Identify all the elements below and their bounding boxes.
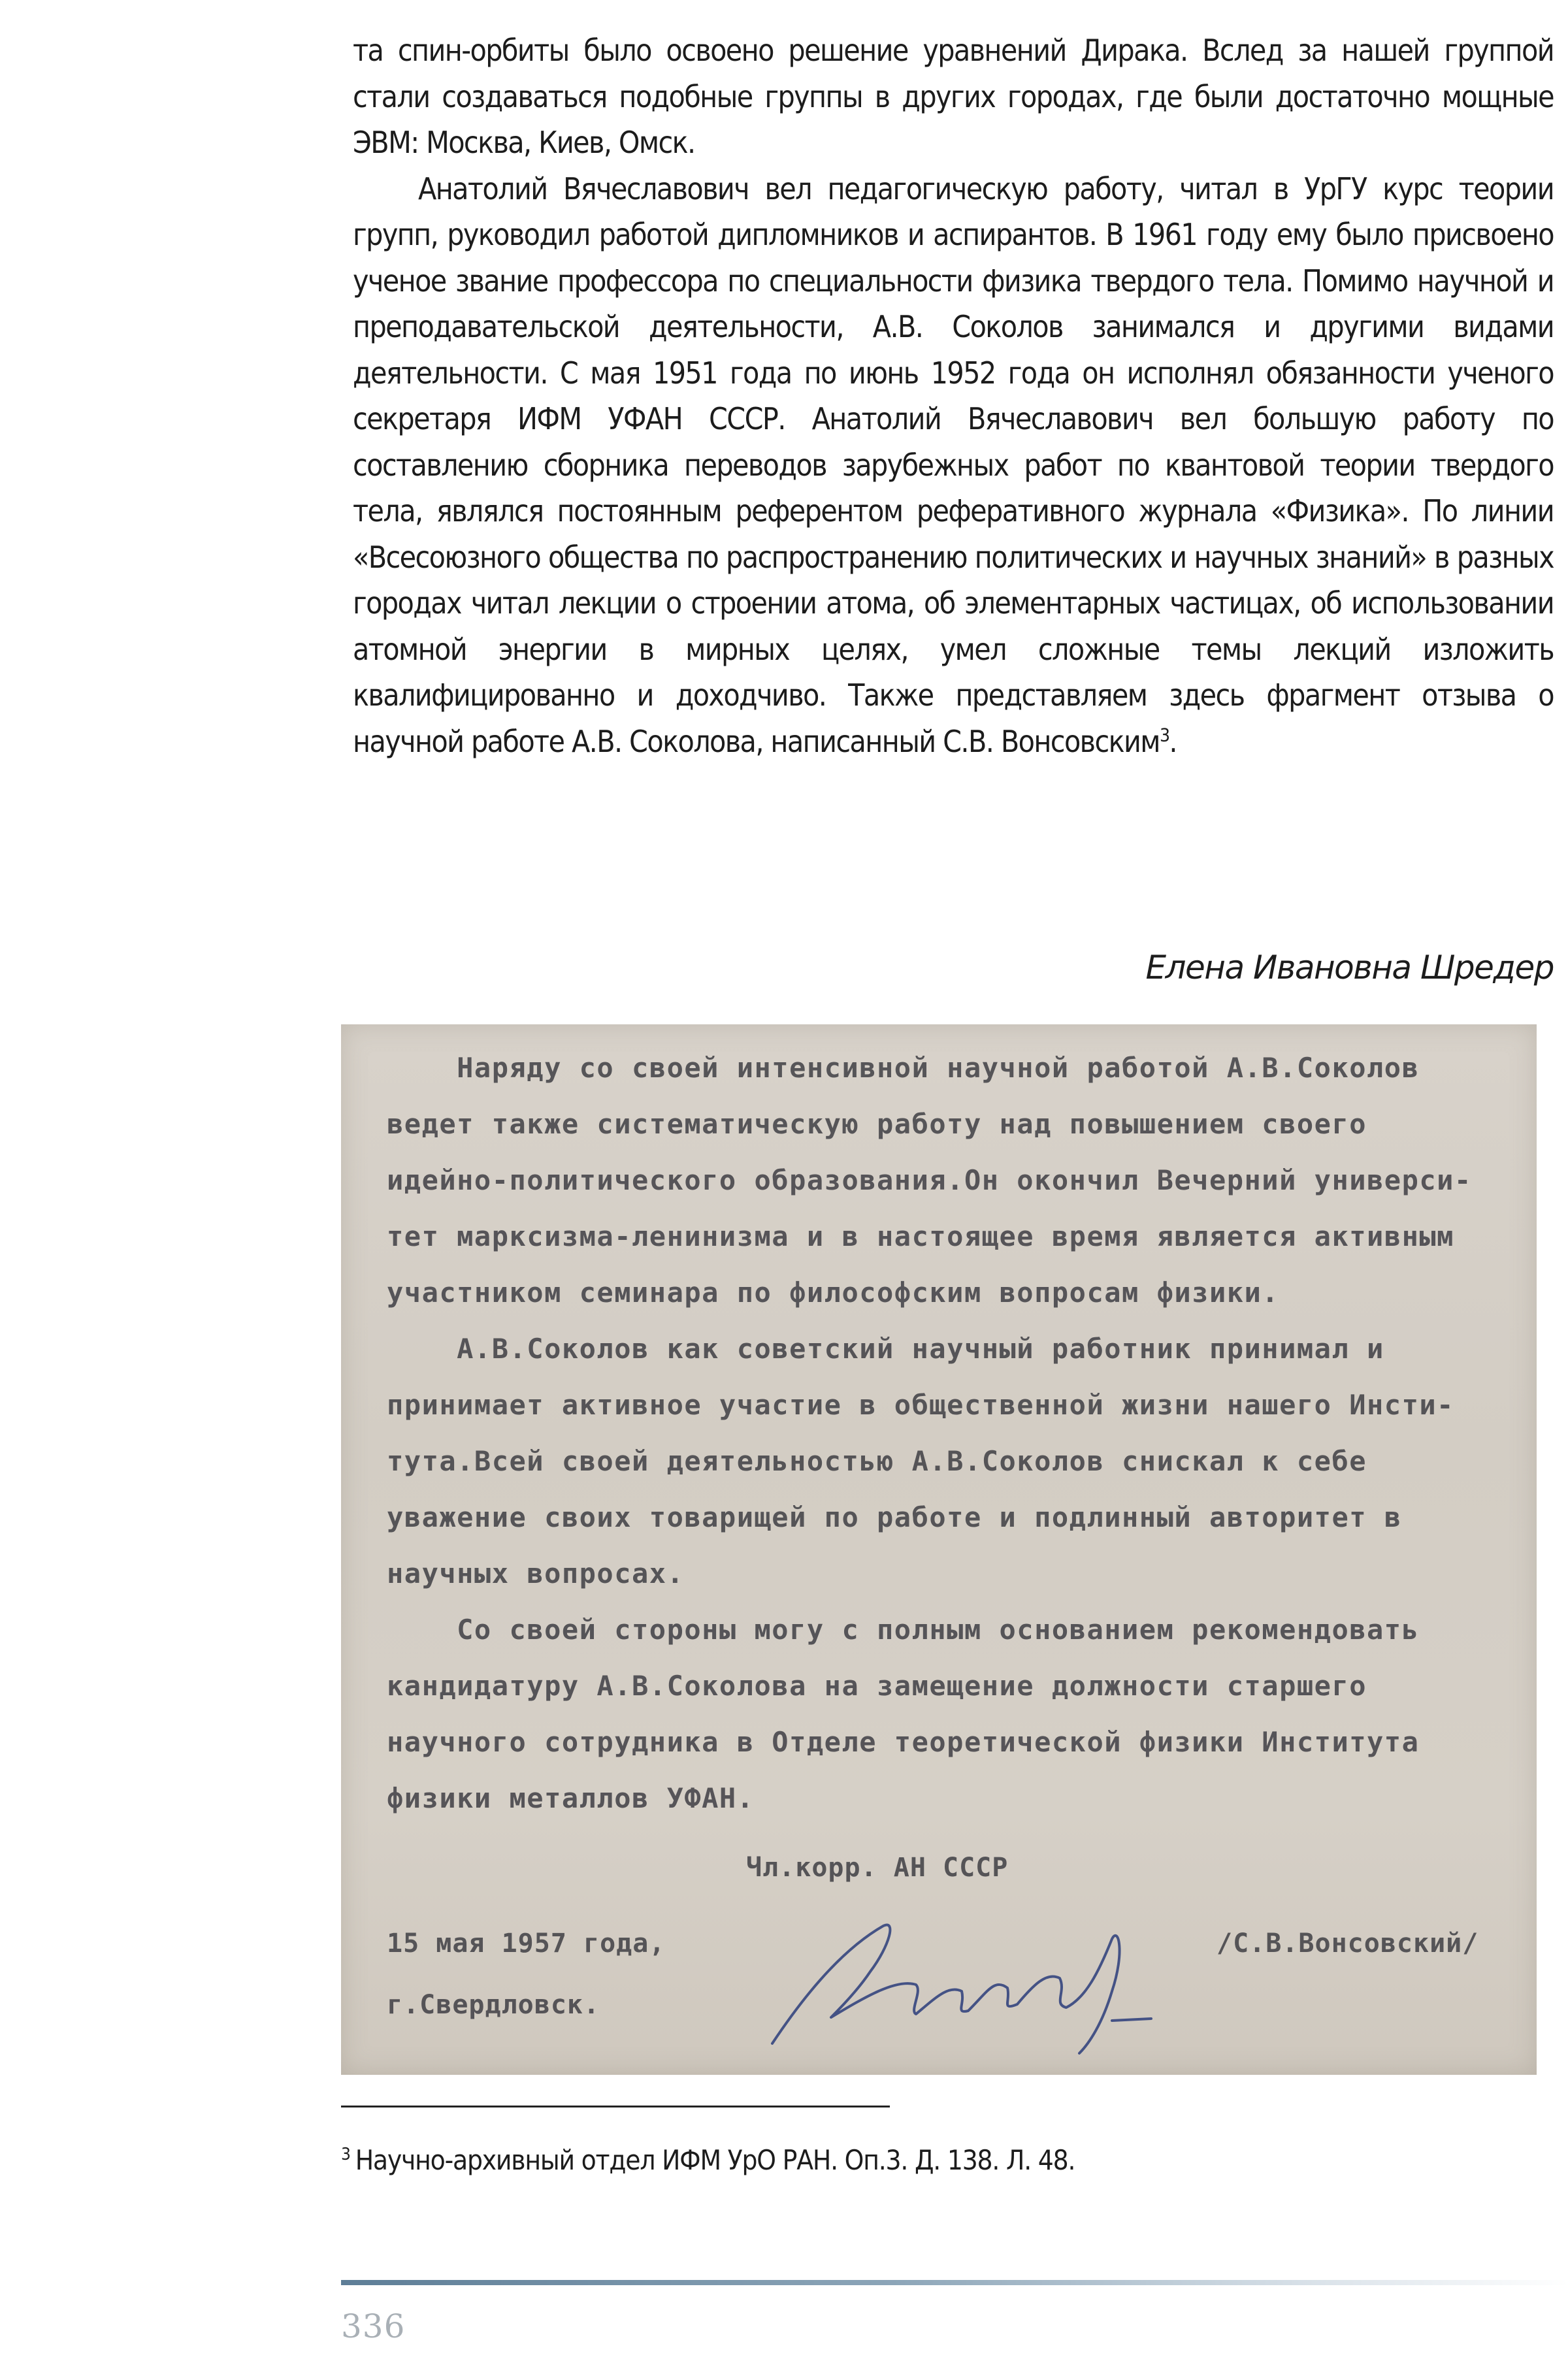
paragraph-2 (353, 166, 1554, 765)
scan-line: кандидатуру А.В.Соколова на замещение должности старшего (387, 1670, 1367, 1702)
scan-line: уважение своих товарищей по работе и подлинный авторитет в (387, 1501, 1402, 1533)
paragraph-2-end: . (1169, 723, 1177, 759)
paragraph-1-text: та спин-орбиты было освоено решение уравнений Дирака. Вслед за нашей группой стали создаваться подобные группы в других городах, где были достаточно мощные ЭВМ: Москва, Киев, Омск. (353, 33, 1554, 160)
scan-line: научных вопросах. (387, 1557, 685, 1589)
scan-line: А.В.Соколов как советский научный работник принимал и (387, 1333, 1384, 1365)
scan-line: тута.Всей своей деятельностью А.В.Соколов снискал к себе (387, 1445, 1367, 1477)
scan-line: идейно-политического образования.Он окончил Вечерний универси- (387, 1164, 1472, 1196)
scan-title-line: Чл.корр. АН СССР (746, 1853, 1009, 1883)
paragraph-2-text: Анатолий Вячеславович вел педагогическую работу, читал в УрГУ курс теории групп, руководил работой дипломников и аспирантов. В 1961 году ему было присвоено ученое звание профессора по специальности физика твердого тела. Помимо научной и преподавательской деятельности, А.В. Соколов занимался и другими видами деятельности. С мая 1951 года по июнь 1952 года он исполнял обязанности ученого секретаря ИФМ УФАН СССР. Анатолий Вячеславович вел большую работу по составлению сборника переводов зарубежных работ по квантовой теории твердого тела, являлся постоянным референтом реферативного журнала «Физика». По линии «Всесоюзного общества по распространению политических и научных знаний» в разных городах читал лекции о строении атома, об элементарных частицах, об использовании атомной энергии в мирных целях, умел сложные темы лекций изложить квалифицированно и доходчиво. Также представляем здесь фрагмент отзыва о научной работе А.В. Соколова, написанный С.В. Вонсовским (353, 171, 1554, 759)
footnote (341, 2144, 1075, 2176)
scan-city-line: г.Свердловск. (387, 1990, 600, 2020)
footnote-divider (341, 2106, 890, 2107)
paragraph-1 (353, 27, 1554, 166)
scan-name-line: /С.В.Вонсовский/ (1217, 1928, 1479, 1959)
page-number: 336 (341, 2307, 406, 2345)
author-signature-line: Елена Ивановна Шредер (1145, 949, 1554, 986)
scan-line: Со своей стороны могу с полным основанием рекомендовать (387, 1614, 1420, 1646)
footnote-marker: 3 (341, 2145, 350, 2164)
archival-document-scan (341, 1024, 1537, 2075)
scan-line: Наряду со своей интенсивной научной работой А.В.Соколов (387, 1052, 1420, 1084)
scan-line: принимает активное участие в общественной жизни нашего Инсти- (387, 1389, 1454, 1421)
scan-line: ведет также систематическую работу над повышением своего (387, 1108, 1367, 1140)
footnote-text: Научно-архивный отдел ИФМ УрО РАН. Оп.3. Д. 138. Л. 48. (355, 2144, 1075, 2176)
scan-line: участником семинара по философским вопросам физики. (387, 1277, 1280, 1309)
scan-line: научного сотрудника в Отделе теоретической физики Института (387, 1726, 1420, 1758)
scan-date-line: 15 мая 1957 года, (387, 1928, 666, 1959)
handwritten-signature (759, 1900, 1177, 2063)
footnote-reference[interactable]: 3 (1159, 724, 1169, 746)
body-text (353, 27, 1554, 764)
scan-line: физики металлов УФАН. (387, 1782, 755, 1814)
page-footer-rule (341, 2280, 1568, 2285)
scan-line: тет марксизма-ленинизма и в настоящее время является активным (387, 1220, 1454, 1252)
